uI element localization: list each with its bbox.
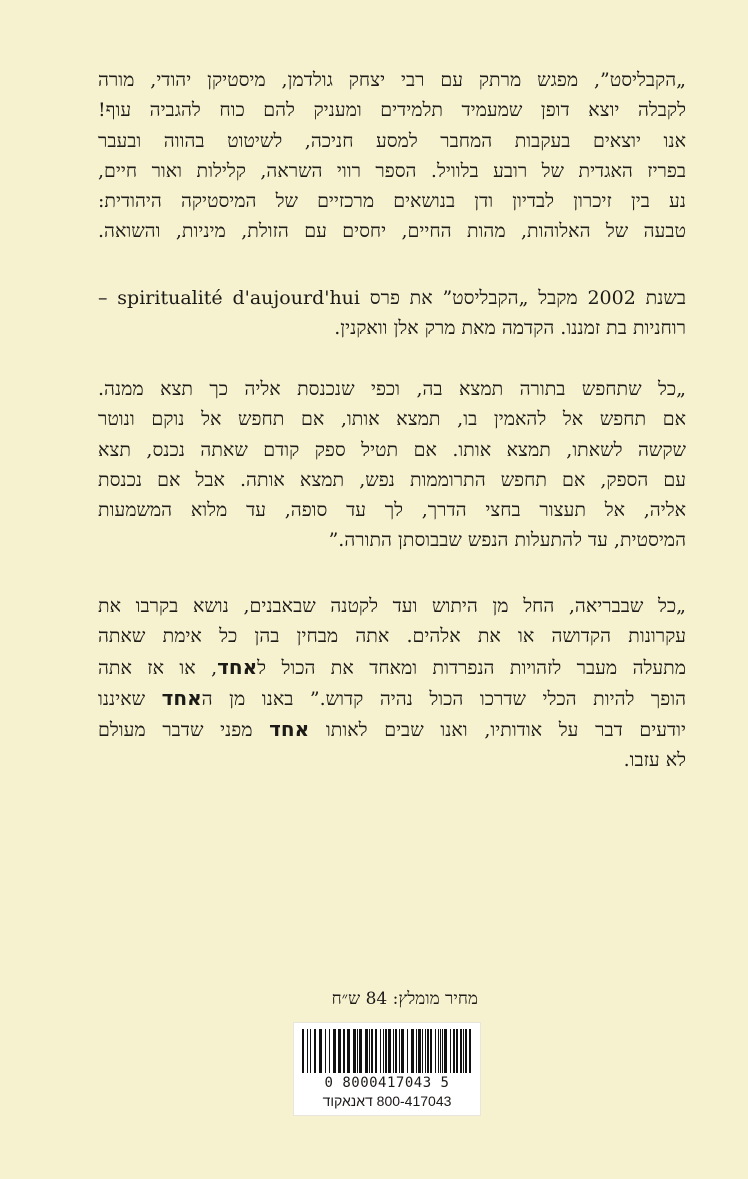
barcode-bar [314,1029,316,1073]
barcode-bar [430,1029,432,1073]
text-line: „כל שתחפש בתורה תמצא בה, וכפי שנכנסת אליה כך תצא ממנה. [98,378,686,400]
barcode-bar [310,1029,311,1073]
barcode-bar [393,1029,394,1073]
text-line [98,714,686,745]
price-label: מחיר מומלץ: 84 ש״ח [331,989,478,1009]
text-fragment: מתעלה מעבר לזהויות הנפרדות ומאחד את הכול ל [257,656,686,679]
text-fragment: מפני שדבר מעולם [98,719,270,742]
barcode-bar [411,1029,414,1073]
text-line: אנו יוצאים בעקבות המחבר למסע חניכה, לשיטוט בהווה ובעבר [98,129,686,152]
text-line: בפריז האגדית של רובע בלוויל. הספר רווי השראה, קלילות ואור חיים, [98,159,686,182]
text-fragment: יודעים דבר על אודותיו, ואנו שבים לאותו [309,719,687,742]
barcode-bar [440,1029,441,1073]
barcode-bar [325,1029,326,1073]
barcode-bar [347,1029,350,1073]
barcode-bar [302,1029,304,1073]
barcode-bar [422,1029,423,1073]
text-line: „כל שבבריאה, החל מן היתוש ועד לקטנה שבאבנים, נושא בקרבו את [98,595,687,617]
barcode-bar [353,1029,356,1073]
emphasized-word: אחד [217,654,258,679]
text-line: עם הספק, אם תחפש התרוממות נפש, תמצא אותה. אבל אם נכנסת [98,468,686,491]
barcode-bar [357,1029,358,1073]
barcode-bar [425,1029,426,1073]
barcode-bar [450,1029,451,1073]
barcode-bar [460,1029,462,1073]
text-fragment: שאיננו [98,687,162,710]
barcode-bar [385,1029,387,1073]
text-line: טבעה של האלוהות, מהות החיים, יחסים עם הזולת, מיניות, והשואה. [98,220,686,243]
quote-paragraph-creation [98,591,686,776]
text-line: אם תחפש אל להאמין בו, תמצא אותו, אם תחפש אל נוקם ונוטר [98,408,686,431]
barcode-bar [456,1029,458,1073]
text-line: אליה, אל תעצור בחצי הדרך, לך עד סופה, עד מלוא המשמעות [98,499,686,522]
barcode-bar [469,1029,471,1073]
barcode-bar [380,1029,381,1073]
barcode-bar [375,1029,377,1073]
barcode-bar [399,1029,400,1073]
award-paragraph [98,283,686,344]
text-line: רוחניות בת זמננו. הקדמה מאת מרק אלן וואקנין. [334,317,686,340]
text-line [98,683,686,714]
barcode-label: 800-417043 דאנאקוד [322,1093,452,1109]
emphasized-word: אחד [161,685,202,710]
text-line: לקבלה יוצא דופן שמעמיד תלמידים ומעניק להם כוח להגביה עוף! [98,99,686,122]
award-line [98,283,686,313]
barcode-bar [463,1029,464,1073]
barcode-bar [388,1029,391,1073]
barcode-bar [395,1029,397,1073]
text-line [98,652,686,683]
text-fragment: הופך להיות הכלי שדרכו הכול נהיה קדוש.” באנו מן ה [201,687,686,710]
barcode-bar [444,1029,447,1073]
emphasized-word: אחד [269,717,310,742]
barcode-bar [343,1029,345,1073]
quote-paragraph-torah [98,374,686,556]
barcode-bar [371,1029,373,1073]
award-line-hebrew: בשנת 2002 מקבל „הקבליסט” את פרס [369,287,686,309]
text-line: לא עזבו. [623,749,686,772]
barcode-bar [401,1029,404,1073]
barcode-bar [438,1029,439,1073]
barcode-bar [453,1029,455,1073]
barcode-bar [333,1029,336,1073]
barcode-bar [427,1029,429,1073]
barcode-bar [407,1029,408,1073]
barcode-bar [383,1029,384,1073]
barcode-bars [300,1029,474,1073]
text-line: „הקבליסט”, מפגש מרתק עם רבי יצחק גולדמן, מיסטיקן יהודי, מורה [98,69,686,91]
barcode-bar [307,1029,308,1073]
barcode-bar [319,1029,322,1073]
barcode-bar [435,1029,436,1073]
text-line: עקרונות הקדושה או את אלהים. אתה מבחין בהן כל אימת שאתה [98,625,686,648]
award-name-latin: spiritualité d'aujourd'hui [117,287,360,309]
award-dash: – [98,287,108,309]
barcode-bar [465,1029,467,1073]
barcode-bar [359,1029,362,1073]
text-fragment: , או אז אתה [98,656,218,679]
barcode-bar [329,1029,330,1073]
barcode-bar [418,1029,421,1073]
synopsis-paragraph [98,65,686,247]
barcode [293,1022,481,1116]
text-line: שקשה לשאתו, תמצא אותו. אם תטיל ספק קודם שאתה נכנס, תצא [98,438,686,461]
barcode-bar [365,1029,368,1073]
barcode-number: 0 8000417043 5 [324,1075,450,1091]
text-line: נע בין זיכרון לבדיון ודן בנושאים מרכזיים של המיסטיקה היהודית: [98,190,686,213]
barcode-bar [369,1029,370,1073]
barcode-bar [416,1029,417,1073]
text-line: המיסטית, עד להתעלות הנפש שבבוסתן התורה.” [328,529,686,552]
barcode-bar [338,1029,341,1073]
barcode-bar [442,1029,443,1073]
